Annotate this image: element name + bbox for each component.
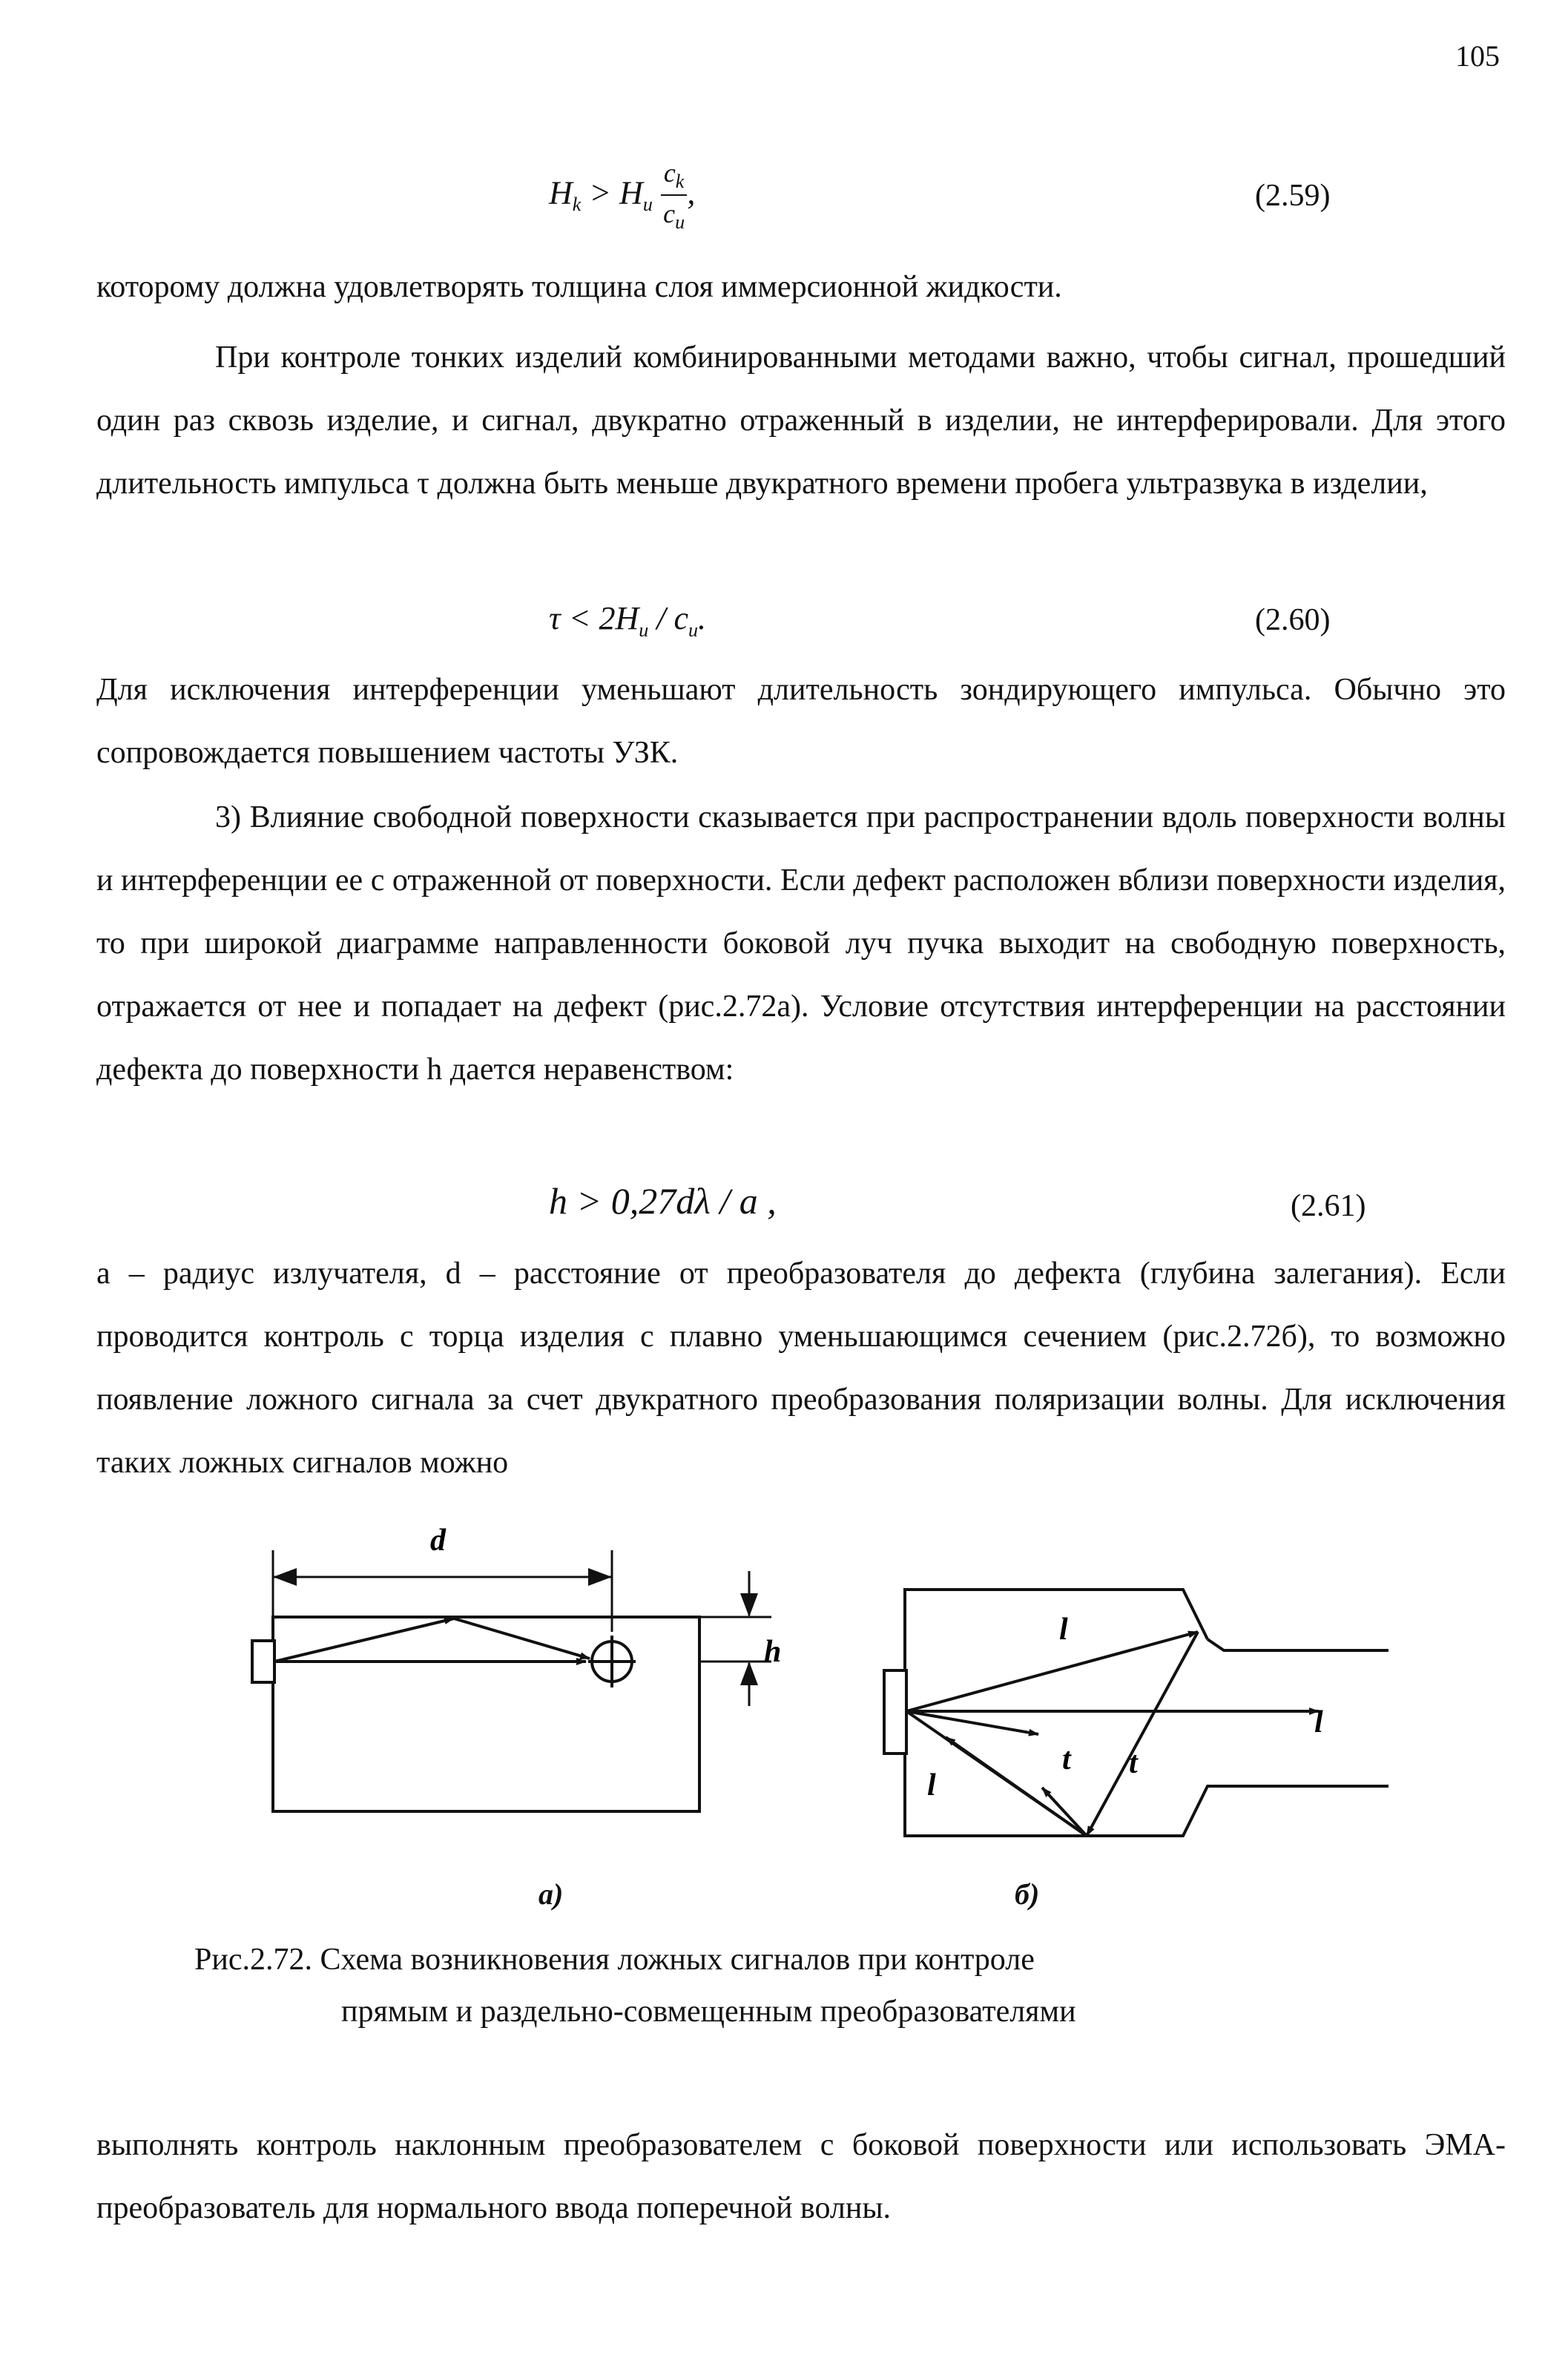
paragraph-5: a – радиус излучателя, d – расстояние от преобразователя до дефекта (глубина залегания). Если проводится контроль с торца изделия с плавно уменьшающимся сечением (рис.2.72б), то возможно появление ложного сигнала за счет двукратного преобразования поляризации волны. Для исключения таких ложных сигналов можно (96, 1257, 1506, 1480)
ray-t-short (906, 1711, 1038, 1734)
ray-t-long (1087, 1632, 1198, 1836)
label-t-1: t (1062, 1742, 1071, 1776)
frac-numerator-sub: k (675, 171, 685, 193)
formula-number-2-60: (2.60) (1255, 603, 1331, 637)
paragraph-6: выполнять контроль наклонным преобразователем с боковой поверхности или использовать ЭМА-преобразователь для нормального ввода поперечной волны. (96, 2128, 1506, 2225)
formula-sub-b: и (688, 619, 698, 641)
d-arrow-right (588, 1568, 612, 1586)
paragraph-2: При контроле тонких изделий комбинированными методами важно, чтобы сигнал, прошедший один раз сквозь изделие, и сигнал, двукратно отраженный в изделии, не интерферировали. Для этого длительность импульса τ должна быть меньше двукратного времени пробега ультразвука в изделии, (96, 340, 1506, 501)
h-arrow-bottom-head (740, 1662, 758, 1685)
formula-text-b: / c (648, 600, 688, 636)
formula-number-2-59: (2.59) (1255, 179, 1331, 213)
figure-caption-line-1: Рис.2.72. Схема возникновения ложных сигналов при контроле (194, 1943, 1035, 1977)
h-arrow-top-head (740, 1593, 758, 1617)
diagram-a (252, 1550, 771, 1811)
diagram-b (884, 1590, 1389, 1836)
label-d: d (430, 1524, 446, 1558)
formula-rhs-sub: и (642, 194, 653, 216)
formula-tail: , (687, 174, 696, 211)
paragraph-1: которому должна удовлетворять толщина слоя иммерсионной жидкости. (96, 270, 1062, 304)
subfigure-label-b: б) (1015, 1877, 1040, 1911)
ray-l-top (906, 1632, 1198, 1711)
page-number: 105 (1455, 39, 1500, 73)
transducer-b (884, 1670, 906, 1754)
label-t-2: t (1129, 1746, 1138, 1780)
paragraph-3: Для исключения интерференции уменьшают длительность зондирующего импульса. Обычно это сопровождается повышением частоты УЗК. (96, 673, 1506, 770)
subfigure-label-a: а) (538, 1877, 564, 1911)
formula-number-2-61: (2.61) (1291, 1189, 1366, 1223)
frac-numerator: c (663, 158, 676, 188)
formula-rhs: H (619, 174, 643, 211)
frac-denominator-sub: и (675, 211, 685, 234)
label-l-right: l (1314, 1705, 1323, 1739)
label-h: h (764, 1635, 782, 1669)
d-arrow-left (273, 1568, 297, 1586)
paragraph-4: 3) Влияние свободной поверхности сказывается при распространении вдоль поверхности волны и интерференции ее с отраженной от поверхности. Если дефект расположен вблизи поверхности изделия, то при широкой диаграмме направленности боковой луч пучка выходит на свободную поверхность, отражается от нее и попадает на дефект (рис.2.72а). Условие отсутствия интерференции на расстоянии дефекта до поверхности h дается неравенством: (96, 800, 1506, 1087)
figure-caption-line-2: прямым и раздельно-совмещенным преобразователями (341, 1995, 1076, 2029)
label-l-top: l (1059, 1613, 1068, 1647)
ray-t-reflect (1042, 1788, 1087, 1836)
transducer-a (252, 1641, 274, 1682)
formula-sub-a: и (639, 619, 649, 641)
formula-text-a: τ < 2H (549, 600, 639, 636)
formula-lhs-sub: k (572, 194, 582, 216)
formula-lhs: H (549, 174, 573, 211)
formula-tail: . (697, 600, 706, 636)
formula-op: > (581, 174, 620, 211)
formula-text: h > 0,27dλ / a , (549, 1180, 777, 1222)
side-ray-up (274, 1619, 454, 1662)
label-l-bottom: l (927, 1768, 936, 1802)
frac-denominator: c (663, 199, 676, 229)
side-ray-reflected (454, 1619, 590, 1659)
